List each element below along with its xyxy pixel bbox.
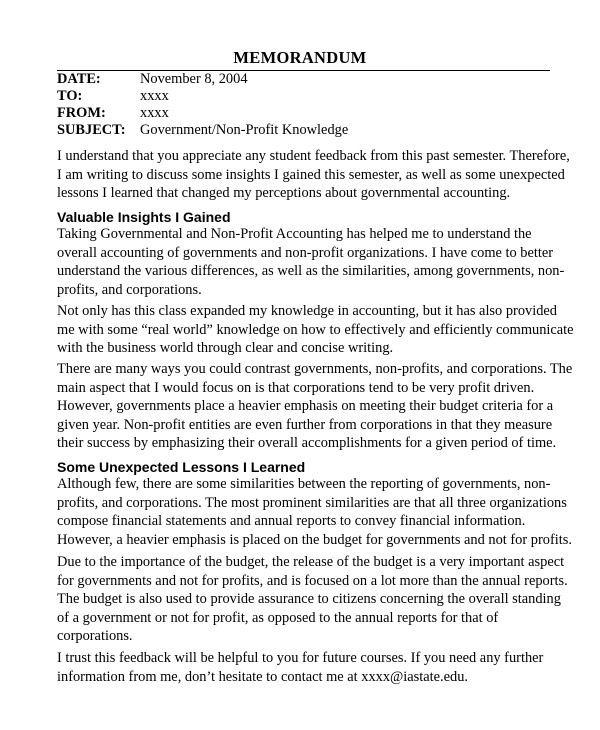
subject-label: SUBJECT:	[57, 122, 126, 138]
text-line: However, a heavier emphasis is placed on the budget for governments and not for profits.	[57, 531, 572, 548]
text-line: me with some “real world” knowledge on how to effectively and efficiently communicate	[57, 321, 574, 338]
text-line: Taking Governmental and Non-Profit Accounting has helped me to understand the	[57, 226, 532, 242]
section-heading-insights: Valuable Insights I Gained	[57, 209, 231, 225]
lessons-paragraph-1	[57, 475, 572, 549]
text-line: main aspect that I would focus on is that corporations tend to be very profit driven.	[57, 379, 535, 396]
text-line: There are many ways you could contrast governments, non-profits, and corporations. The	[57, 361, 573, 377]
insights-paragraph-1	[57, 225, 565, 299]
section-heading-lessons: Some Unexpected Lessons I Learned	[57, 459, 306, 475]
text-line: I understand that you appreciate any student feedback from this past semester. Therefore,	[57, 148, 570, 164]
text-line: with the business world through clear and concise writing.	[57, 340, 394, 356]
text-line: understand the various differences, as well as the similarities, among governments, non-	[57, 263, 565, 279]
text-line: their success by emphasizing their overall accomplishments for a given period of time.	[57, 435, 557, 451]
insights-paragraph-2	[57, 302, 574, 358]
text-line: overall accounting of governments and non-profit organizations. I have come to better	[57, 244, 554, 261]
lessons-paragraph-2	[57, 553, 568, 646]
insights-paragraph-3	[57, 360, 573, 453]
text-line: information from me, don’t hesitate to contact me at xxxx@iastate.edu.	[57, 668, 469, 685]
to-value: xxxx	[140, 88, 169, 104]
intro-paragraph	[57, 147, 570, 203]
subject-value: Government/Non-Profit Knowledge	[140, 122, 349, 138]
text-line: Although few, there are some similarities between the reporting of governments, non-	[57, 476, 551, 492]
text-line: profits, and corporations.	[57, 281, 202, 298]
text-line: I trust this feedback will be helpful to you for future courses. If you need any further	[57, 650, 544, 666]
text-line: of a government or not for profit, as opposed to the annual reports for that of	[57, 609, 499, 626]
to-label: TO:	[57, 88, 83, 104]
text-line: lessons I learned that changed my perceptions about governmental accounting.	[57, 185, 511, 201]
text-line: However, governments place a heavier emphasis on meeting their budget criteria for a	[57, 398, 554, 414]
from-label: FROM:	[57, 105, 106, 121]
text-line: The budget is also used to provide assurance to citizens concerning the overall standing	[57, 591, 561, 607]
date-value: November 8, 2004	[140, 71, 248, 87]
text-line: given year. Non-profit entities are even further from corporations in that they measure	[57, 416, 553, 433]
date-label: DATE:	[57, 71, 101, 87]
text-line: for governments and not for profits, and is focused on a lot more than the annual reports.	[57, 572, 568, 589]
text-line: compose financial statements and annual reports to convey financial information.	[57, 513, 526, 529]
text-line: Not only has this class expanded my knowledge in accounting, but it has also provided	[57, 303, 557, 319]
text-line: I am writing to discuss some insights I gained this semester, as well as some unexpected	[57, 166, 565, 183]
text-line: Due to the importance of the budget, the release of the budget is a very important aspect	[57, 554, 565, 570]
header-rule	[57, 70, 550, 71]
from-value: xxxx	[140, 105, 169, 121]
closing-paragraph	[57, 649, 557, 686]
text-line: profits, and corporations. The most prominent similarities are that all three organizations	[57, 494, 567, 511]
text-line: corporations.	[57, 628, 133, 644]
memo-title: MEMORANDUM	[233, 48, 367, 67]
